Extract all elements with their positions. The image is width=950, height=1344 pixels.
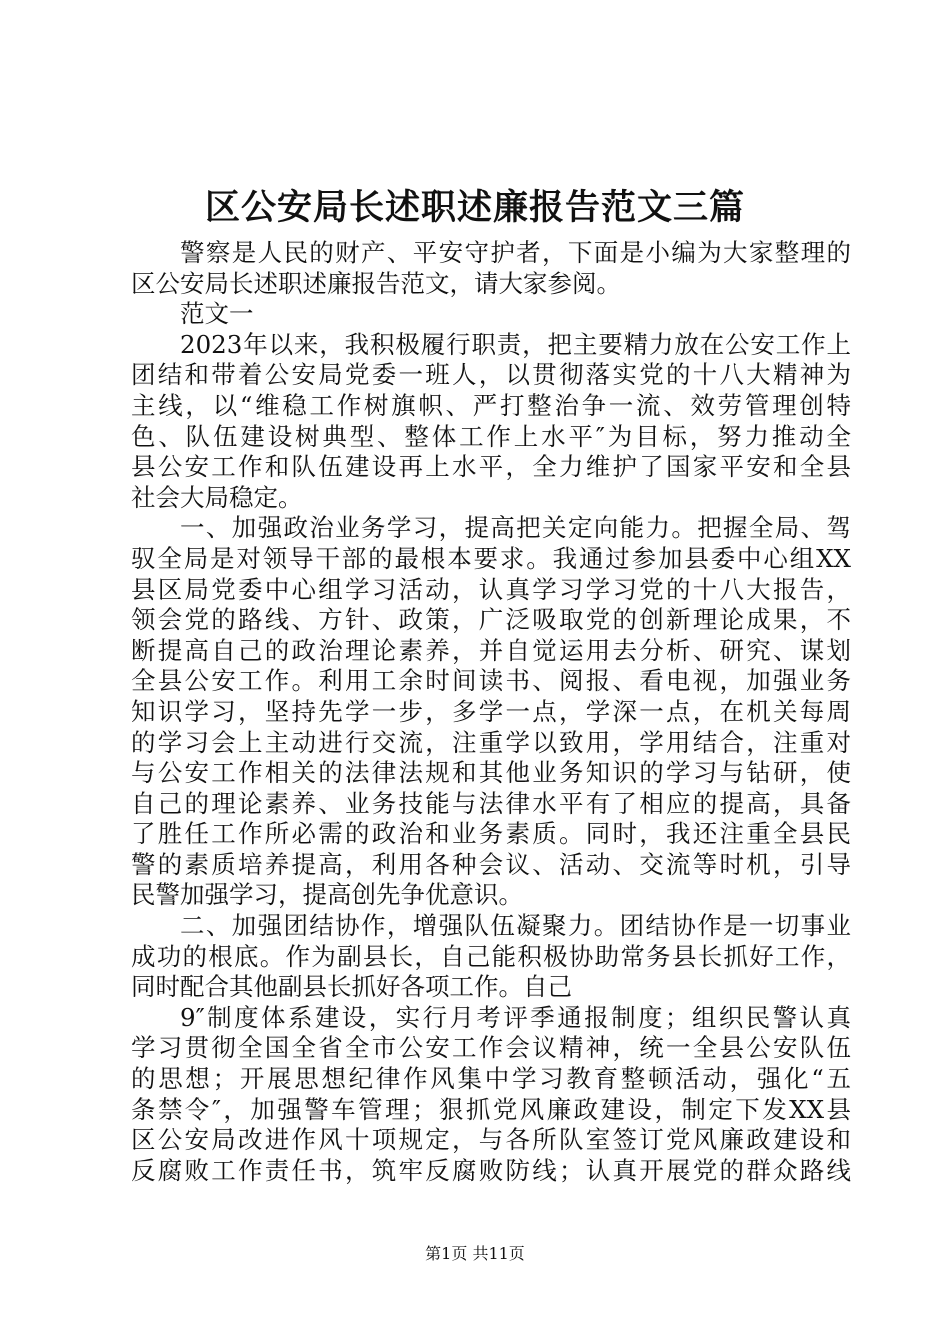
paragraph-line: 知识学习，坚持先学一步，多学一点，学深一点，在机关每周 (131, 696, 851, 726)
paragraph-line: 警察是人民的财产、平安守护者，下面是小编为大家整理的 (180, 238, 851, 267)
paragraph-line: 9″制度体系建设，实行月考评季通报制度；组织民警认真 (180, 1002, 851, 1032)
paragraph-line: 了胜任工作所必需的政治和业务素质。同时，我还注重全县民 (131, 819, 851, 849)
page-number-footer: 第1页 共11页 (425, 1244, 525, 1263)
document-title: 区公安局长述职述廉报告范文三篇 (204, 187, 745, 228)
paragraph-line: 反腐败工作责任书，筑牢反腐败防线；认真开展党的群众路线 (131, 1155, 851, 1185)
paragraph-line: 条禁令″，加强警车管理；狠抓党风廉政建设，制定下发XX县 (131, 1094, 851, 1124)
paragraph-line: 同时配合其他副县长抓好各项工作。自己 (131, 972, 572, 1002)
paragraph-line: 一、加强政治业务学习，提高把关定向能力。把握全局、驾 (180, 513, 851, 543)
paragraph-line: 全县公安工作。利用工余时间读书、阅报、看电视，加强业务 (131, 666, 851, 696)
paragraph-line: 成功的根底。作为副县长，自己能积极协助常务县长抓好工作， (131, 941, 851, 971)
paragraph-line: 色、队伍建设树典型、整体工作上水平″为目标，努力推动全 (131, 421, 851, 451)
paragraph-line: 警的素质培养提高，利用各种会议、活动、交流等时机，引导 (131, 849, 851, 879)
paragraph-line: 学习贯彻全国全省全市公安工作会议精神，统一全县公安队伍 (131, 1033, 851, 1063)
paragraph-line: 领会党的路线、方针、政策，广泛吸取党的创新理论成果，不 (131, 605, 851, 635)
paragraph-line: 驭全局是对领导干部的最根本要求。我通过参加县委中心组XX (131, 543, 851, 573)
paragraph-line: 区公安局长述职述廉报告范文，请大家参阅。 (131, 268, 621, 298)
paragraph-line: 的思想；开展思想纪律作风集中学习教育整顿活动，强化“五 (131, 1064, 851, 1094)
paragraph-line: 县公安工作和队伍建设再上水平，全力维护了国家平安和全县 (131, 452, 851, 482)
paragraph-line: 自己的理论素养、业务技能与法律水平有了相应的提高，具备 (131, 788, 851, 818)
paragraph-line: 团结和带着公安局党委一班人，以贯彻落实党的十八大精神为 (131, 360, 851, 390)
document-body (131, 238, 851, 1186)
paragraph-line: 的学习会上主动进行交流，注重学以致用，学用结合，注重对 (131, 727, 851, 757)
paragraph-line: 二、加强团结协作，增强队伍凝聚力。团结协作是一切事业 (180, 911, 851, 941)
section-heading: 范文一 (180, 299, 254, 329)
paragraph-line: 与公安工作相关的法律法规和其他业务知识的学习与钻研，使 (131, 758, 851, 788)
paragraph-line: 社会大局稳定。 (131, 482, 303, 512)
paragraph-line: 主线，以“维稳工作树旗帜、严打整治争一流、效劳管理创特 (131, 390, 851, 420)
paragraph-line: 县区局党委中心组学习活动，认真学习学习党的十八大报告， (131, 574, 851, 604)
paragraph-line: 2023年以来，我积极履行职责，把主要精力放在公安工作上 (180, 329, 851, 359)
paragraph-line: 断提高自己的政治理论素养，并自觉运用去分析、研究、谋划 (131, 635, 851, 665)
paragraph-line: 民警加强学习，提高创先争优意识。 (131, 880, 523, 910)
paragraph-line: 区公安局改进作风十项规定，与各所队室签订党风廉政建设和 (131, 1125, 851, 1155)
